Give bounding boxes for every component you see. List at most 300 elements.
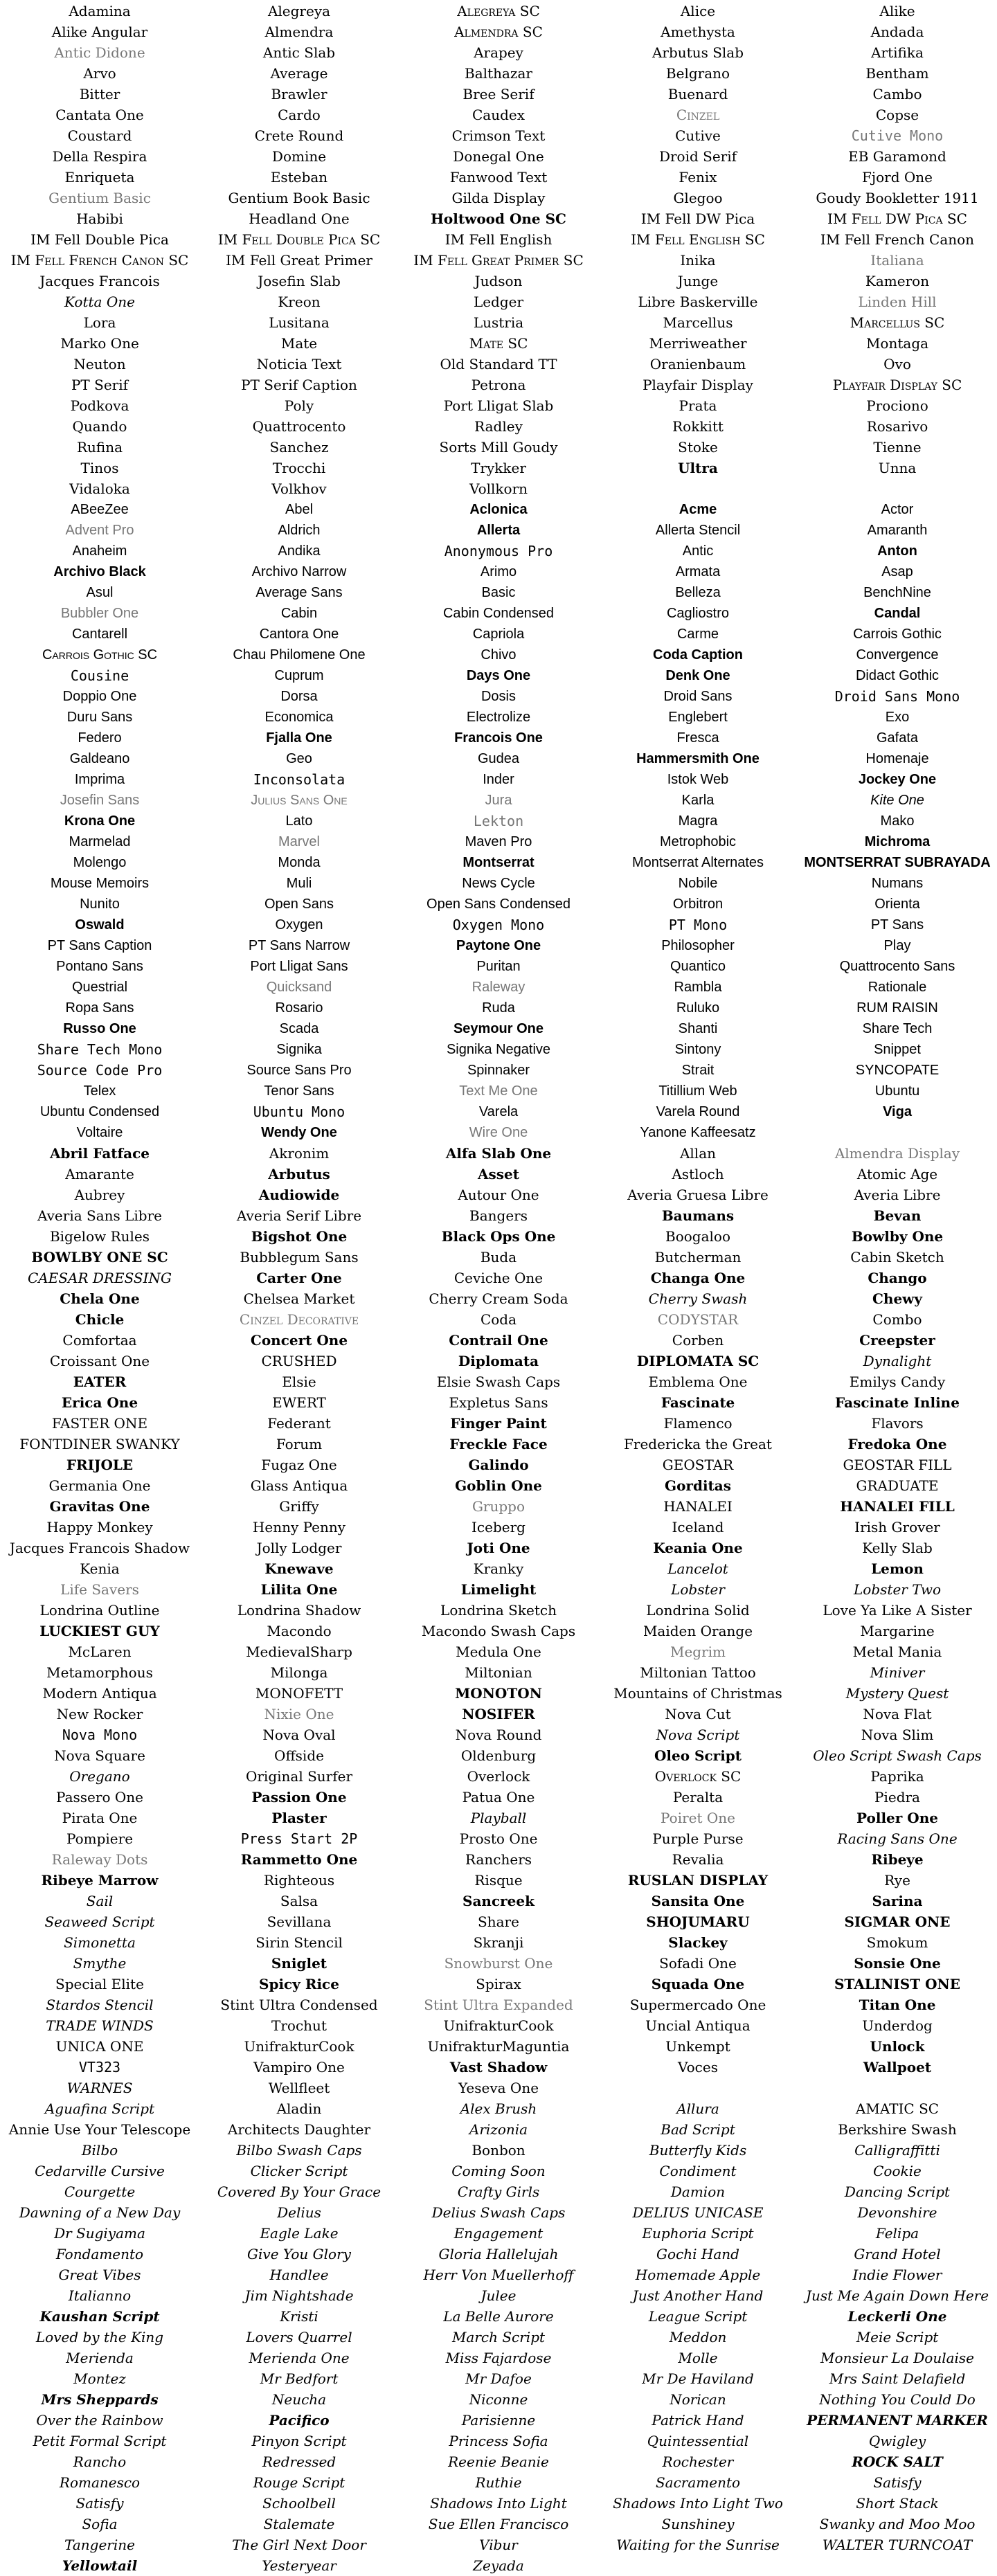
font-sample-sintony: Sintony (674, 1042, 721, 1057)
font-sample-inder: Inder (483, 772, 514, 787)
font-sample-medula-one: Medula One (456, 1643, 541, 1660)
font-sample-la-belle-aurore: La Belle Aurore (443, 2308, 554, 2325)
font-sample-voltaire: Voltaire (76, 1125, 123, 1140)
font-sample-combo: Combo (872, 1311, 922, 1328)
font-sample-carrois-gothic-sc: Carrois Gothic SC (42, 647, 158, 663)
font-sample-cutive: Cutive (675, 127, 721, 144)
font-sample-nunito: Nunito (80, 897, 120, 912)
font-sample-asap: Asap (881, 564, 913, 579)
font-sample-wendy-one: Wendy One (261, 1125, 337, 1140)
font-sample-droid-sans-mono: Droid Sans Mono (834, 688, 960, 705)
font-sample-astloch: Astloch (672, 1166, 724, 1182)
font-sample-rochester: Rochester (662, 2453, 734, 2470)
font-sample-amethysta: Amethysta (661, 24, 735, 40)
font-sample-ruthie: Ruthie (475, 2474, 522, 2491)
font-sample-benchnine: BenchNine (863, 585, 931, 600)
font-sample-cherry-swash: Cherry Swash (648, 1290, 748, 1307)
font-sample-rancho: Rancho (73, 2453, 127, 2470)
font-sample-ropa-sans: Ropa Sans (65, 1000, 134, 1016)
font-sample-lora: Lora (83, 314, 116, 331)
font-sample-marcellus: Marcellus (663, 314, 733, 331)
font-sample-karla: Karla (681, 793, 715, 808)
font-sample-euphoria-script: Euphoria Script (642, 2225, 754, 2242)
font-sample-ledger: Ledger (473, 294, 524, 310)
font-sample-delius-swash-caps: Delius Swash Caps (431, 2204, 566, 2221)
font-sample-candal: Candal (874, 606, 921, 621)
font-sample-dosis: Dosis (480, 689, 516, 704)
font-sample-armata: Armata (675, 564, 721, 579)
font-sample-black-ops-one: Black Ops One (441, 1228, 556, 1245)
font-sample-squada-one: Squada One (651, 1976, 745, 1992)
font-sample-nova-slim: Nova Slim (861, 1727, 934, 1743)
font-sample-coda-caption: Coda Caption (653, 647, 743, 663)
font-sample-chango: Chango (868, 1270, 927, 1286)
font-sample-life-savers: Life Savers (60, 1581, 139, 1598)
font-sample-numans: Numans (871, 876, 924, 891)
font-sample-lustria: Lustria (473, 314, 524, 331)
font-sample-henny-penny: Henny Penny (252, 1519, 346, 1535)
font-sample-cedarville-cursive: Cedarville Cursive (35, 2163, 165, 2179)
font-sample-eagle-lake: Eagle Lake (260, 2225, 339, 2242)
font-sample-italiana: Italiana (870, 252, 924, 269)
font-sample-chelsea-market: Chelsea Market (243, 1290, 355, 1307)
font-sample-cinzel-decorative: Cinzel Decorative (239, 1311, 359, 1328)
font-sample-raleway: Raleway (471, 980, 526, 995)
font-sample-smythe: Smythe (73, 1955, 127, 1972)
font-sample-revalia: Revalia (672, 1851, 724, 1868)
font-sample-knewave: Knewave (264, 1560, 334, 1577)
font-sample-eb-garamond: EB Garamond (848, 148, 946, 165)
font-sample-magra: Magra (678, 813, 718, 829)
font-sample-buenard: Buenard (667, 86, 728, 102)
font-sample-puritan: Puritan (476, 959, 521, 974)
font-sample-molle: Molle (678, 2350, 718, 2366)
font-sample-sorts-mill-goudy: Sorts Mill Goudy (439, 439, 558, 456)
font-sample-bubbler-one: Bubbler One (60, 606, 139, 621)
font-sample-iceland: Iceland (672, 1519, 724, 1535)
font-sample-rosario: Rosario (275, 1000, 323, 1016)
font-sample-bowlby-one: Bowlby One (851, 1228, 944, 1245)
font-sample-asset: Asset (478, 1166, 519, 1182)
font-sample-eater: EATER (73, 1373, 127, 1390)
font-sample-lovers-quarrel: Lovers Quarrel (246, 2329, 352, 2345)
font-sample-mate-sc: Mate SC (469, 335, 528, 352)
font-sample-nothing-you-could-do: Nothing You Could Do (819, 2391, 976, 2408)
font-sample-gafata: Gafata (876, 730, 919, 746)
font-sample-geostar-fill: GEOSTAR FILL (843, 1457, 952, 1473)
font-sample-pacifico: Pacifico (269, 2412, 330, 2429)
font-sample-kotta-one: Kotta One (64, 294, 135, 310)
font-sample-ruluko: Ruluko (676, 1000, 720, 1016)
font-sample-stoke: Stoke (678, 439, 718, 456)
font-sample-kite-one: Kite One (870, 793, 924, 808)
font-sample-fenix: Fenix (679, 169, 717, 186)
font-sample-margarine: Margarine (860, 1623, 935, 1639)
font-sample-cantora-one: Cantora One (259, 627, 339, 642)
font-sample-alex-brush: Alex Brush (460, 2100, 537, 2117)
font-sample-bigelow-rules: Bigelow Rules (49, 1228, 150, 1245)
font-sample-pt-serif: PT Serif (71, 377, 129, 393)
font-sample-fjalla-one: Fjalla One (266, 730, 332, 746)
font-sample-alfa-slab-one: Alfa Slab One (445, 1145, 552, 1162)
font-sample-balthazar: Balthazar (465, 65, 532, 82)
font-sample-junge: Junge (677, 273, 719, 289)
font-sample-devonshire: Devonshire (857, 2204, 937, 2221)
font-sample-gentium-basic: Gentium Basic (48, 190, 151, 206)
font-sample-vt323: VT323 (78, 2059, 121, 2075)
font-sample-pontano-sans: Pontano Sans (56, 959, 143, 974)
font-sample-patrick-hand: Patrick Hand (652, 2412, 744, 2429)
font-sample-aclonica: Aclonica (469, 502, 528, 517)
font-sample-baumans: Baumans (661, 1207, 735, 1224)
font-sample-glegoo: Glegoo (673, 190, 723, 206)
font-sample-yanone-kaffeesatz: Yanone Kaffeesatz (640, 1125, 756, 1140)
font-sample-monoton: MONOTON (455, 1685, 542, 1702)
font-sample-varela: Varela (478, 1104, 519, 1119)
font-sample-berkshire-swash: Berkshire Swash (838, 2121, 957, 2138)
font-sample-artifika: Artifika (871, 44, 924, 61)
empty-cell (598, 2555, 798, 2576)
font-sample-spirax: Spirax (476, 1976, 521, 1992)
font-sample-almendra-sc: Almendra SC (454, 24, 543, 40)
font-sample-satisfy: Satisfy (75, 2495, 124, 2512)
font-sample-questrial: Questrial (71, 980, 128, 995)
font-sample-monofett: MONOFETT (255, 1685, 343, 1702)
font-sample-plaster: Plaster (271, 1810, 327, 1826)
font-sample-cuprum: Cuprum (274, 668, 324, 683)
font-sample-philosopher: Philosopher (661, 938, 735, 953)
font-sample-im-fell-double-pica: IM Fell Double Pica (30, 231, 169, 248)
font-sample-chela-one: Chela One (60, 1290, 140, 1307)
font-sample-source-code-pro: Source Code Pro (37, 1062, 163, 1079)
font-sample-krona-one: Krona One (64, 813, 136, 829)
font-sample-norican: Norican (670, 2391, 726, 2408)
font-sample-sue-ellen-francisco: Sue Ellen Francisco (428, 2516, 569, 2532)
font-sample-petrona: Petrona (471, 377, 526, 393)
font-sample-warnes: WARNES (66, 2080, 133, 2096)
font-sample-hanalei: HANALEI (663, 1498, 733, 1515)
font-sample-cinzel: Cinzel (676, 107, 720, 123)
font-sample-fondamento: Fondamento (55, 2246, 144, 2262)
font-sample-salsa: Salsa (280, 1893, 318, 1909)
font-sample-tinos: Tinos (80, 460, 119, 476)
font-sample-ubuntu-condensed: Ubuntu Condensed (39, 1104, 160, 1119)
font-sample-antic-slab: Antic Slab (262, 44, 336, 61)
font-sample-marcellus-sc: Marcellus SC (850, 314, 945, 331)
font-sample-marvel: Marvel (278, 834, 320, 849)
font-sample-inika: Inika (680, 252, 716, 269)
font-sample-montaga: Montaga (865, 335, 929, 352)
font-sample-offside: Offside (274, 1747, 324, 1764)
font-sample-galindo: Galindo (468, 1457, 529, 1473)
font-sample-ranchers: Ranchers (465, 1851, 532, 1868)
font-sample-frijole: FRIJOLE (66, 1457, 134, 1473)
font-sample-mountains-of-christmas: Mountains of Christmas (613, 1685, 782, 1702)
font-sample-source-sans-pro: Source Sans Pro (246, 1063, 352, 1078)
font-sample-merienda: Merienda (66, 2350, 134, 2366)
font-sample-averia-gruesa-libre: Averia Gruesa Libre (627, 1187, 769, 1203)
font-sample-dawning-of-a-new-day: Dawning of a New Day (19, 2204, 181, 2221)
font-sample-forum: Forum (276, 1436, 323, 1452)
font-sample-titillium-web: Titillium Web (658, 1083, 737, 1099)
font-sample-bilbo: Bilbo (81, 2142, 118, 2159)
font-sample-mate: Mate (280, 335, 318, 352)
font-sample-cagliostro: Cagliostro (666, 606, 730, 621)
font-sample-im-fell-double-pica-sc: IM Fell Double Pica SC (217, 231, 381, 248)
font-sample-ultra: Ultra (678, 460, 718, 476)
font-sample-basic: Basic (481, 585, 516, 600)
font-sample-cousine: Cousine (70, 667, 129, 684)
font-sample-joti-one: Joti One (467, 1540, 530, 1556)
font-sample-metal-mania: Metal Mania (852, 1643, 942, 1660)
font-sample-bigshot-one: Bigshot One (251, 1228, 348, 1245)
font-sample-homenaje: Homenaje (865, 751, 929, 766)
font-sample-josefin-slab: Josefin Slab (258, 273, 341, 289)
font-sample-cutive-mono: Cutive Mono (851, 127, 944, 144)
font-sample-goblin-one: Goblin One (455, 1477, 542, 1494)
font-sample-march-script: March Script (451, 2329, 546, 2345)
font-sample-courgette: Courgette (64, 2183, 136, 2200)
font-sample-montserrat: Montserrat (462, 855, 535, 870)
font-sample-marko-one: Marko One (60, 335, 139, 352)
font-sample-bevan: Bevan (873, 1207, 922, 1224)
font-sample-akronim: Akronim (269, 1145, 330, 1162)
font-sample-lobster-two: Lobster Two (854, 1581, 941, 1598)
font-sample-condiment: Condiment (659, 2163, 737, 2179)
font-sample-graduate: GRADUATE (856, 1477, 939, 1494)
font-sample-limelight: Limelight (460, 1581, 537, 1598)
font-sample-miniver: Miniver (870, 1664, 925, 1681)
font-sample-shadows-into-light: Shadows Into Light (430, 2495, 567, 2512)
font-sample-kranky: Kranky (473, 1560, 524, 1577)
font-sample-arbutus-slab: Arbutus Slab (652, 44, 744, 61)
font-sample-butterfly-kids: Butterfly Kids (649, 2142, 747, 2159)
font-sample-fanwood-text: Fanwood Text (449, 169, 548, 186)
font-sample-days-one: Days One (466, 668, 531, 683)
font-sample-im-fell-french-canon: IM Fell French Canon (820, 231, 975, 248)
font-sample-maven-pro: Maven Pro (465, 834, 532, 849)
font-sample-dancing-script: Dancing Script (844, 2183, 951, 2200)
font-sample-quando: Quando (72, 418, 127, 435)
font-sample-andika: Andika (278, 543, 321, 559)
font-sample-neucha: Neucha (271, 2391, 327, 2408)
font-sample-lato: Lato (285, 813, 313, 829)
font-sample-asul: Asul (86, 585, 114, 600)
font-sample-carter-one: Carter One (256, 1270, 342, 1286)
font-sample-crafty-girls: Crafty Girls (457, 2183, 540, 2200)
font-sample-orienta: Orienta (874, 897, 920, 912)
font-sample-fredoka-one: Fredoka One (847, 1436, 947, 1452)
font-sample-zeyada: Zeyada (473, 2557, 524, 2574)
font-sample-montserrat-subrayada: MONTSERRAT SUBRAYADA (804, 855, 991, 870)
font-sample-prata: Prata (679, 397, 717, 414)
font-sample-trykker: Trykker (471, 460, 526, 476)
font-sample-josefin-sans: Josefin Sans (60, 793, 140, 808)
font-sample-allura: Allura (676, 2100, 719, 2117)
font-sample-rye: Rye (884, 1872, 910, 1889)
font-sample-tangerine: Tangerine (64, 2537, 135, 2553)
font-sample-lemon: Lemon (871, 1560, 924, 1577)
font-sample-concert-one: Concert One (250, 1332, 348, 1349)
font-sample-quattrocento: Quattrocento (252, 418, 346, 435)
font-sample-shanti: Shanti (678, 1021, 718, 1036)
font-sample-chau-philomene-one: Chau Philomene One (233, 647, 366, 663)
font-sample-vibur: Vibur (479, 2537, 518, 2553)
font-sample-lobster: Lobster (671, 1581, 725, 1598)
font-sample-iceberg: Iceberg (471, 1519, 526, 1535)
font-sample-happy-monkey: Happy Monkey (46, 1519, 153, 1535)
font-sample-sansita-one: Sansita One (651, 1893, 745, 1909)
font-sample-annie-use-your-telescope: Annie Use Your Telescope (8, 2121, 191, 2138)
font-sample-advent-pro: Advent Pro (65, 523, 134, 538)
font-sample-oswald: Oswald (75, 917, 125, 933)
font-sample-calligraffitti: Calligraffitti (854, 2142, 940, 2159)
font-sample-italianno: Italianno (68, 2287, 132, 2304)
font-sample-mr-bedfort: Mr Bedfort (260, 2370, 339, 2387)
font-sample-almendra-display: Almendra Display (834, 1145, 960, 1162)
font-sample-milonga: Milonga (270, 1664, 328, 1681)
font-sample-megrim: Megrim (670, 1643, 726, 1660)
font-sample-supermercado-one: Supermercado One (629, 1997, 766, 2013)
font-sample-gravitas-one: Gravitas One (49, 1498, 150, 1515)
font-sample-unifrakturmaguntia: UnifrakturMaguntia (427, 2038, 570, 2055)
font-sample-snowburst-one: Snowburst One (444, 1955, 553, 1972)
font-sample-unna: Unna (878, 460, 917, 476)
font-sample-pirata-one: Pirata One (62, 1810, 138, 1826)
font-sample-parisienne: Parisienne (461, 2412, 536, 2429)
font-sample-spinnaker: Spinnaker (467, 1063, 530, 1078)
font-sample-simonetta: Simonetta (64, 1934, 136, 1951)
font-sample-im-fell-english: IM Fell English (444, 231, 553, 248)
font-sample-lancelot: Lancelot (667, 1560, 728, 1577)
font-sample-alike-angular: Alike Angular (51, 24, 148, 40)
font-sample-nosifer: NOSIFER (462, 1706, 535, 1722)
font-sample-libre-baskerville: Libre Baskerville (638, 294, 758, 310)
font-sample-damion: Damion (670, 2183, 726, 2200)
font-sample-dorsa: Dorsa (280, 689, 318, 704)
font-sample-scada: Scada (279, 1021, 319, 1036)
font-sample-geostar: GEOSTAR (662, 1457, 734, 1473)
font-sample-nova-flat: Nova Flat (863, 1706, 932, 1722)
font-sample-chivo: Chivo (480, 647, 517, 663)
font-sample-glass-antiqua: Glass Antiqua (250, 1477, 348, 1494)
font-sample-snippet: Snippet (874, 1042, 921, 1057)
font-sample-tienne: Tienne (873, 439, 922, 456)
font-sample-allerta: Allerta (476, 523, 521, 538)
font-sample-germania-one: Germania One (48, 1477, 151, 1494)
font-sample-varela-round: Varela Round (656, 1104, 740, 1119)
font-sample-archivo-narrow: Archivo Narrow (251, 564, 347, 579)
font-sample-flamenco: Flamenco (663, 1415, 733, 1432)
font-sample-gilda-display: Gilda Display (451, 190, 546, 206)
font-sample-monsieur-la-doulaise: Monsieur La Doulaise (820, 2350, 975, 2366)
font-sample-over-the-rainbow: Over the Rainbow (36, 2412, 163, 2429)
font-sample-risque: Risque (474, 1872, 523, 1889)
font-sample-nova-script: Nova Script (656, 1727, 740, 1743)
font-sample-pt-sans-narrow: PT Sans Narrow (248, 938, 350, 953)
font-sample-corben: Corben (672, 1332, 724, 1349)
font-sample-rambla: Rambla (674, 980, 722, 995)
font-sample-poller-one: Poller One (856, 1810, 938, 1826)
font-sample-belleza: Belleza (675, 585, 721, 600)
font-sample-bilbo-swash-caps: Bilbo Swash Caps (236, 2142, 362, 2159)
font-sample-old-standard-tt: Old Standard TT (440, 356, 557, 372)
font-sample-average: Average (270, 65, 328, 82)
font-sample-pt-sans-caption: PT Sans Caption (47, 938, 152, 953)
font-sample-bree-serif: Bree Serif (462, 86, 535, 102)
font-sample-ruda: Ruda (482, 1000, 515, 1016)
font-sample-gruppo: Gruppo (471, 1498, 526, 1515)
font-sample-duru-sans: Duru Sans (66, 710, 133, 725)
font-sample-sevillana: Sevillana (267, 1913, 332, 1930)
font-sample-ovo: Ovo (883, 356, 911, 372)
font-sample-changa-one: Changa One (650, 1270, 746, 1286)
font-sample-audiowide: Audiowide (258, 1187, 340, 1203)
font-sample-coming-soon: Coming Soon (451, 2163, 546, 2179)
font-sample-marmelad: Marmelad (69, 834, 131, 849)
font-sample-macondo-swash-caps: Macondo Swash Caps (421, 1623, 576, 1639)
font-sample-unlock: Unlock (870, 2038, 925, 2055)
font-sample-just-another-hand: Just Another Hand (632, 2287, 764, 2304)
font-sample-wallpoet: Wallpoet (863, 2059, 932, 2075)
font-sample-pompiere: Pompiere (66, 1830, 134, 1847)
font-sample-nova-round: Nova Round (455, 1727, 542, 1743)
font-sample-share: Share (478, 1913, 519, 1930)
font-sample-paprika: Paprika (870, 1768, 924, 1785)
font-sample-coustard: Coustard (67, 127, 132, 144)
empty-cell (798, 2555, 997, 2576)
font-sample-creepster: Creepster (859, 1332, 935, 1349)
font-sample-lekton: Lekton (473, 813, 524, 829)
font-sample-montserrat-alternates: Montserrat Alternates (631, 855, 764, 870)
font-sample-fresca: Fresca (676, 730, 719, 746)
font-sample-oxygen-mono: Oxygen Mono (452, 917, 545, 933)
font-sample-news-cycle: News Cycle (462, 876, 535, 891)
font-sample-meddon: Meddon (669, 2329, 727, 2345)
font-sample-didact-gothic: Didact Gothic (855, 668, 940, 683)
font-sample-stint-ultra-condensed: Stint Ultra Condensed (220, 1997, 378, 2013)
font-sample-elsie-swash-caps: Elsie Swash Caps (436, 1373, 561, 1390)
font-sample-strait: Strait (681, 1063, 715, 1078)
font-sample-averia-serif-libre: Averia Serif Libre (236, 1207, 362, 1224)
font-sample-rum-raisin: RUM RAISIN (856, 1000, 938, 1016)
font-sample-loved-by-the-king: Loved by the King (35, 2329, 164, 2345)
font-sample-delius: Delius (277, 2204, 321, 2221)
font-sample-port-lligat-slab: Port Lligat Slab (443, 397, 554, 414)
font-sample-walter-turncoat: WALTER TURNCOAT (822, 2537, 973, 2553)
font-sample-droid-sans: Droid Sans (663, 689, 733, 704)
font-sample-play: Play (883, 938, 911, 953)
font-sample-signika: Signika (276, 1042, 322, 1057)
font-sample-diplomata: Diplomata (458, 1353, 539, 1369)
font-sample-jacques-francois: Jacques Francois (39, 273, 160, 289)
font-sample-rokkitt: Rokkitt (672, 418, 724, 435)
font-sample-volkhov: Volkhov (271, 480, 327, 497)
font-sample-oldenburg: Oldenburg (460, 1747, 537, 1764)
font-sample-tenor-sans: Tenor Sans (264, 1083, 334, 1099)
font-sample-original-surfer: Original Surfer (245, 1768, 353, 1785)
font-sample-autour-one: Autour One (458, 1187, 539, 1203)
font-sample-londrina-shadow: Londrina Shadow (237, 1602, 361, 1619)
font-sample-chewy: Chewy (872, 1290, 923, 1307)
font-sample-bubblegum-sans: Bubblegum Sans (240, 1249, 359, 1266)
font-sample-voces: Voces (678, 2059, 718, 2075)
font-sample-cantarell: Cantarell (71, 627, 128, 642)
font-sample-brawler: Brawler (271, 86, 327, 102)
font-sample-rosarivo: Rosarivo (866, 418, 928, 435)
font-sample-ribeye: Ribeye (871, 1851, 924, 1868)
font-sample-orbitron: Orbitron (672, 897, 724, 912)
